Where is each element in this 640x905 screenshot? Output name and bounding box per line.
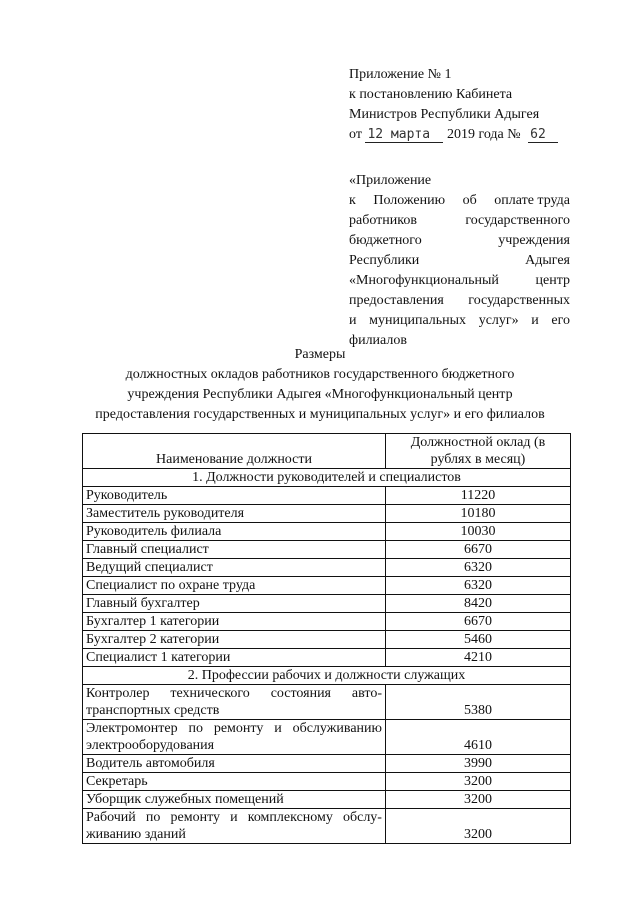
word: авто-: [351, 686, 382, 701]
table-row: [83, 773, 571, 791]
year-text: 2019 года №: [446, 127, 521, 142]
position-name: Руководитель: [83, 487, 386, 505]
table-row: [83, 487, 571, 505]
annex-line-7: [349, 291, 570, 311]
table-row: [83, 809, 571, 844]
word: муниципальных: [369, 313, 467, 328]
salary-value: 4210: [386, 649, 571, 667]
word: ремонту: [213, 721, 264, 736]
annex-line-8: [349, 311, 570, 331]
col-header-position: Наименование должности: [83, 434, 386, 469]
position-name: Специалист 1 категории: [83, 649, 386, 667]
position-name: Главный бухгалтер: [83, 595, 386, 613]
word: работников: [349, 213, 417, 228]
salary-table: [82, 433, 571, 844]
salary-value: 4610: [386, 720, 571, 755]
salary-value: 6670: [386, 541, 571, 559]
annex-line-4: [349, 231, 570, 251]
word: Электромонтер: [86, 721, 178, 736]
word: услуг»: [478, 313, 519, 328]
annex-line-1: [349, 171, 570, 191]
table-row: [83, 631, 571, 649]
word: постановлению: [359, 87, 453, 102]
word: по: [145, 810, 161, 825]
table-row: [83, 720, 571, 755]
position-name: [83, 720, 386, 755]
section-row: [83, 667, 571, 685]
position-name: Руководитель филиала: [83, 523, 386, 541]
table-row: [83, 755, 571, 773]
word: его: [551, 313, 570, 328]
word: обслуживанию: [292, 721, 382, 736]
word: по: [188, 721, 203, 736]
table-row: [83, 541, 571, 559]
appendix-block: [349, 65, 569, 145]
position-name: Ведущий специалист: [83, 559, 386, 577]
position-name: Уборщик служебных помещений: [83, 791, 386, 809]
table-row: [83, 791, 571, 809]
word: предоставления: [349, 293, 444, 308]
word: ремонту: [170, 810, 221, 825]
word: Адыгея: [525, 253, 570, 268]
position-name: Секретарь: [83, 773, 386, 791]
handwritten-number: 62: [528, 128, 558, 143]
word: обслу-: [342, 810, 382, 825]
salary-value: 10180: [386, 505, 571, 523]
date-prefix: от: [349, 127, 362, 142]
position-name-line-2: транспортных средств: [86, 703, 220, 718]
position-name-line-1: [86, 720, 382, 737]
salary-value: 6320: [386, 577, 571, 595]
position-name-line-1: [86, 809, 382, 826]
word: филиалов: [349, 333, 407, 348]
annex-line-2: [349, 191, 570, 211]
position-name-line-1: [86, 685, 382, 702]
salary-value: 11220: [386, 487, 571, 505]
appendix-title: Приложение № 1: [349, 67, 452, 82]
salary-value: 10030: [386, 523, 571, 541]
salary-value: 5460: [386, 631, 571, 649]
salary-value: 6670: [386, 613, 571, 631]
table-row: [83, 559, 571, 577]
position-name: Водитель автомобиля: [83, 755, 386, 773]
position-name-line-2: электрооборудования: [86, 738, 215, 753]
annex-line-6: [349, 271, 570, 291]
table-row: [83, 613, 571, 631]
table-header-row: [83, 434, 571, 469]
word: Адыгея: [494, 107, 540, 122]
heading-line-1: Размеры: [294, 347, 346, 362]
section-title-1: 1. Должности руководителей и специалистов: [83, 469, 571, 487]
word: Республики: [349, 253, 420, 268]
appendix-line-2: [349, 85, 569, 105]
annex-line-3: [349, 211, 570, 231]
position-name: [83, 685, 386, 720]
salary-value: 3200: [386, 791, 571, 809]
word: к: [349, 193, 356, 208]
word: учреждения: [498, 233, 570, 248]
annex-line-5: [349, 251, 570, 271]
word: государственного: [465, 213, 570, 228]
appendix-line-3: [349, 105, 569, 125]
word: бюджетного: [349, 233, 422, 248]
appendix-date-line: [349, 125, 569, 145]
section-title-2: 2. Профессии рабочих и должности служащих: [83, 667, 571, 685]
word: об: [462, 193, 477, 208]
position-name: Специалист по охране труда: [83, 577, 386, 595]
table-row: [83, 505, 571, 523]
section-row: [83, 469, 571, 487]
heading-line-2: должностных окладов работников государственного бюджетного: [125, 367, 515, 382]
col-header-salary-line-2: рублях в месяц): [430, 452, 526, 467]
position-name-line-2: живанию зданий: [86, 827, 186, 842]
word: государственных: [468, 293, 570, 308]
word: Министров: [349, 107, 418, 122]
heading-line-4: предоставления государственных и муниципальных услуг» и его филиалов: [95, 407, 545, 422]
table-row: [83, 523, 571, 541]
salary-value: 6320: [386, 559, 571, 577]
table-row: [83, 649, 571, 667]
table-row: [83, 595, 571, 613]
word: технического: [170, 686, 250, 701]
word: к: [349, 87, 356, 102]
word: Республики: [420, 107, 491, 122]
word: Положению: [373, 193, 446, 208]
position-name: [83, 809, 386, 844]
word: центр: [535, 273, 570, 288]
position-name: Заместитель руководителя: [83, 505, 386, 523]
word: Рабочий: [86, 810, 136, 825]
word: «Приложение: [349, 173, 432, 188]
position-name: Бухгалтер 1 категории: [83, 613, 386, 631]
word: оплате труда: [494, 193, 570, 208]
position-name: Главный специалист: [83, 541, 386, 559]
word: комплексному: [247, 810, 333, 825]
col-header-salary-line-1: Должностной оклад (в: [410, 435, 546, 450]
salary-value: 8420: [386, 595, 571, 613]
word: Контролер: [86, 686, 150, 701]
document-heading: [60, 345, 580, 425]
word: и: [274, 721, 282, 736]
position-name: Бухгалтер 2 категории: [83, 631, 386, 649]
word: состояния: [270, 686, 331, 701]
heading-line-3: учреждения Республики Адыгея «Многофункциональный центр: [127, 387, 513, 402]
table-row: [83, 577, 571, 595]
salary-value: 5380: [386, 685, 571, 720]
word: и: [349, 313, 357, 328]
salary-value: 3200: [386, 773, 571, 791]
salary-value: 3200: [386, 809, 571, 844]
annex-block: [349, 171, 570, 351]
table-row: [83, 685, 571, 720]
col-header-salary: [386, 434, 571, 469]
word: и: [531, 313, 539, 328]
salary-value: 3990: [386, 755, 571, 773]
word: Кабинета: [455, 87, 513, 102]
word: и: [230, 810, 238, 825]
handwritten-date: 12 марта: [365, 128, 443, 143]
word: «Многофункциональный: [349, 273, 499, 288]
